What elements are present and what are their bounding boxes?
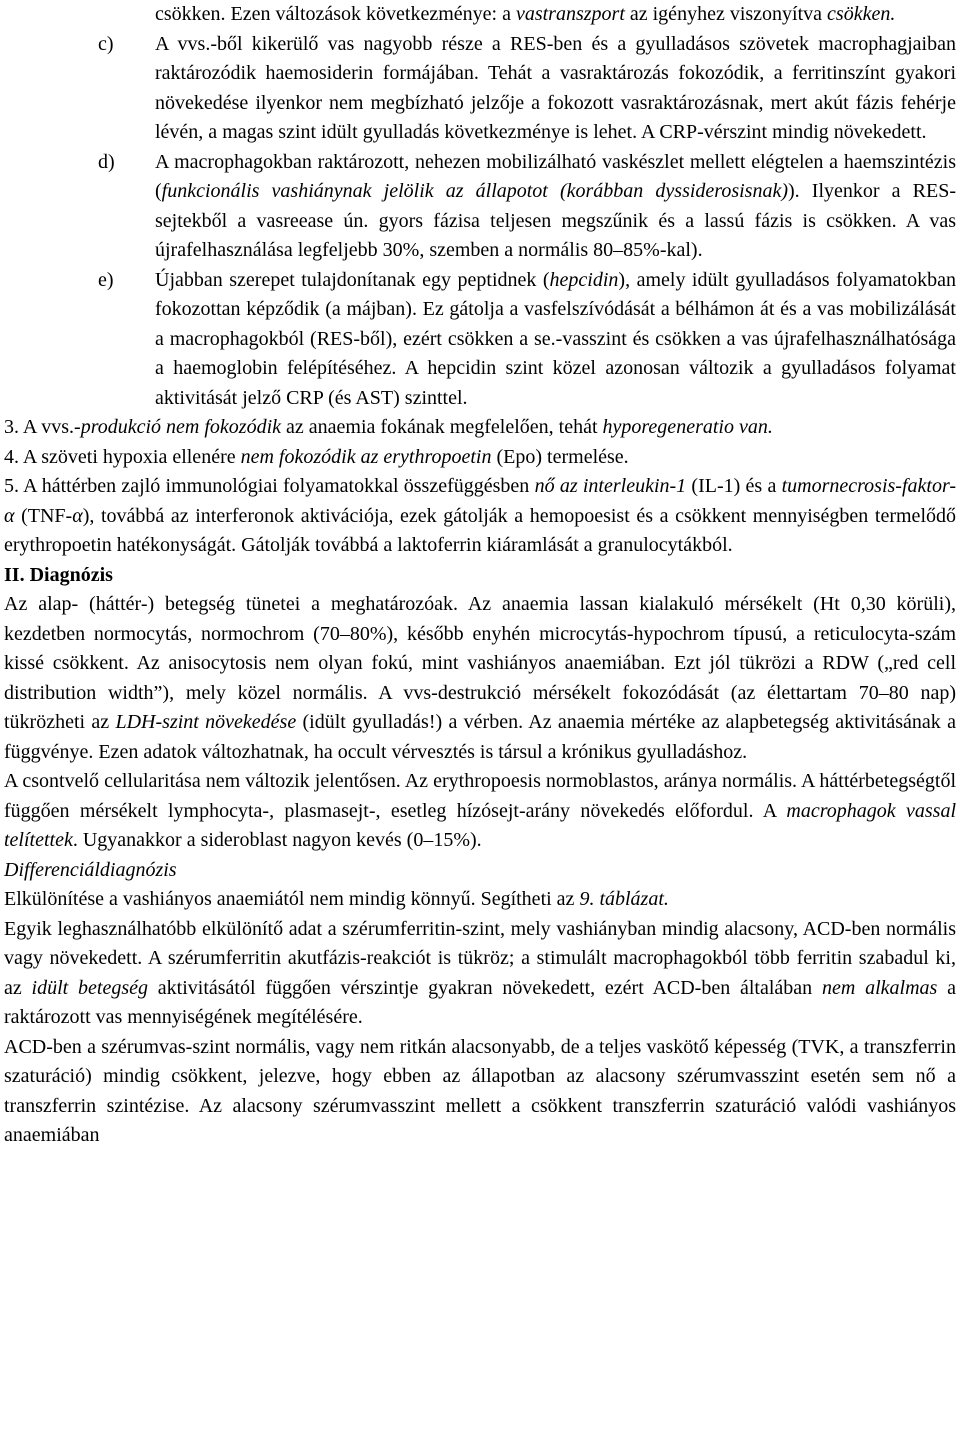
italic-run: α: [72, 504, 83, 527]
item-b-continuation: [4, 0, 956, 30]
italic-run: funkcionális vashiánynak jelölik az állapotot (korábban dyssiderosisnak): [161, 180, 789, 202]
text-run: Egyik leghasználhatóbb elkülönítő adat a szérumferritin-szint, mely vashiányban mindig alacsony, ACD-ben normális vagy növekedett. A szérumferritin akutfázis-reakciót is tükröz; a stimulált macrophagokból több ferritin szabadul ki, az: [4, 917, 956, 999]
italic-run: nem fokozódik az erythropoetin: [240, 445, 492, 468]
list-label: c): [98, 32, 114, 55]
differential-paragraph-2: [4, 915, 956, 1033]
document-body: [4, 0, 956, 1151]
italic-run: nem alkalmas: [821, 976, 938, 999]
text-run: az anaemia fokának megfelelően, tehát: [281, 416, 603, 438]
text-run: . Ugyanakkor a sideroblast nagyon kevés (0–15%).: [72, 829, 482, 851]
italic-run: hepcidin: [549, 268, 619, 291]
text-run: A vvs.-ből kikerülő vas nagyobb része a RES-ben és a gyulladásos szövetek macrophagjaiban raktározódik haemosiderin formájában. Tehát a vasraktározás fokozódik, a ferritinszínt gyakori növekedése ilyenkor nem megbízható jelzője a fokozott vasraktározásnak, mert akút fázis fehérje lévén, a magas szint idült gyulladás következménye is lehet. A CRP-vérszint mindig növekedett.: [155, 32, 956, 143]
text-run: 5. A háttérben zajló immunológiai folyamatokkal összefüggésben: [4, 475, 535, 497]
point-3: [4, 413, 956, 443]
text-run: (idült gyulladás!) a vérben. Az anaemia mértéke az alapbetegség aktivitásának a függvénye. Ezen adatok változhatnak, ha occult vérvesztés is társul a krónikus gyulladáshoz.: [4, 711, 956, 763]
italic-run: hyporegeneratio van.: [602, 416, 773, 438]
italic-run: csökken.: [827, 3, 896, 25]
text-run: ), továbbá az interferonok aktivációja, ezek gátolják a hemopoesist és a csökkent mennyiségben termelődő erythropoetin hatékonyságát. Gátolják továbbá a laktoferrin kiáramlását a granulocytákból.: [4, 504, 956, 556]
italic-run: LDH-szint növekedése: [115, 711, 297, 733]
list-item-e: [4, 266, 956, 414]
diagnosis-paragraph-1: [4, 590, 956, 767]
italic-run: idült betegség: [31, 976, 148, 999]
text-run: A macrophagokban raktározott, nehezen mobilizálható vaskészlet mellett elégtelen a haemszintézis (: [155, 150, 956, 202]
text-run: ), amely idült gyulladásos folyamatokban fokozottan képződik (a májban). Ez gátolja a vasfelszívódását a bélhámon át és a vas mobilizálását a macrophagokból (RES-ből), ezért csökken a se.-vasszint és csökken a vas újrafelhasználhatósága a haemoglobin felépítéséhez. A hepcidin szint közel azonosan változik a gyulladásos folyamat aktivitását jelző CRP (és AST) szinttel.: [155, 268, 956, 409]
heading-diagnosis: II. Diagnózis: [4, 563, 113, 586]
text-run: (TNF-: [14, 504, 73, 527]
list-label: d): [98, 150, 115, 173]
text-run: Újabban szerepet tulajdonítanak egy peptidnek (: [155, 268, 550, 291]
text-run: aktivitásától függően vérszintje gyakran növekedett, ezért ACD-ben általában: [147, 976, 822, 999]
text-run: (Epo) termelése.: [491, 445, 629, 468]
text-run: Az alap- (háttér-) betegség tünetei a meghatározóak. Az anaemia lassan kialakuló mérsékelt (Ht 0,30 körüli), kezdetben normocytás, normochrom (70–80%), később enyhén microcytás-hypochrom típusú, a reticulocyta-szám kissé csökkent. Az anisocytosis nem olyan fokú, mint vashiányos anaemiában. Ezt jól tükrözi a RDW („red cell distribution width”), mely közel normális. A vvs-destrukció mérsékelt fokozódását (az élettartam 70–80 nap) tükrözheti az: [4, 593, 956, 733]
heading-differential: [4, 856, 956, 886]
text-run: az igényhez viszonyítva: [624, 3, 828, 25]
italic-run: macrophagok vassal telítettek: [4, 799, 956, 851]
text-run: 4. A szöveti hypoxia ellenére: [4, 445, 241, 468]
text-run: a raktározott vas mennyiségének megítélésére.: [4, 976, 956, 1028]
text-run: csökken. Ezen változások következménye: a: [155, 3, 516, 25]
italic-run: vastranszport: [515, 3, 625, 25]
italic-run: tumornecrosis-faktor-α: [4, 475, 956, 527]
text-run: A csontvelő cellularitása nem változik jelentősen. Az erythropoesis normoblastos, aránya normális. A háttérbetegségtől függően mérsékelt lymphocyta-, plasmasejt-, esetleg hízósejt-arány növekedés előfordul. A: [4, 770, 956, 822]
text-run: (IL-1) és a: [686, 475, 782, 497]
list-label: e): [98, 268, 114, 291]
italic-run: -produkció nem fokozódik: [74, 416, 282, 438]
differential-paragraph-3: [4, 1033, 956, 1151]
list-item-d: [4, 148, 956, 266]
point-4: [4, 443, 956, 473]
text-run: Elkülönítése a vashiányos anaemiától nem mindig könnyű. Segítheti az: [4, 888, 580, 910]
diagnosis-paragraph-2: [4, 767, 956, 856]
italic-run: nő az interleukin-1: [534, 475, 687, 497]
text-run: ). Ilyenkor a RES-sejtekből a vasreease ún. gyors fázisa teljesen megszűnik és a lassú fázis is csökken. A vas újrafelhasználása legfeljebb 30%, szemben a normális 80–85%-kal).: [155, 180, 957, 261]
italic-run: Differenciáldiagnózis: [4, 858, 177, 881]
point-5: [4, 472, 956, 561]
italic-run: 9. táblázat.: [579, 888, 669, 910]
list-item-c: [4, 30, 956, 148]
text-run: ACD-ben a szérumvas-szint normális, vagy nem ritkán alacsonyabb, de a teljes vaskötő képesség (TVK, a transzferrin szaturáció) mindig csökkent, jelezve, hogy ebben az állapotban az alacsony szérumvasszint esetén sem nő a transzferrin szintézise. Az alacsony szérumvasszint mellett a csökkent transzferrin szaturáció valódi vashiányos anaemiában: [4, 1035, 956, 1146]
text-run: 3. A vvs.: [4, 416, 75, 438]
differential-paragraph-1: [4, 885, 956, 915]
